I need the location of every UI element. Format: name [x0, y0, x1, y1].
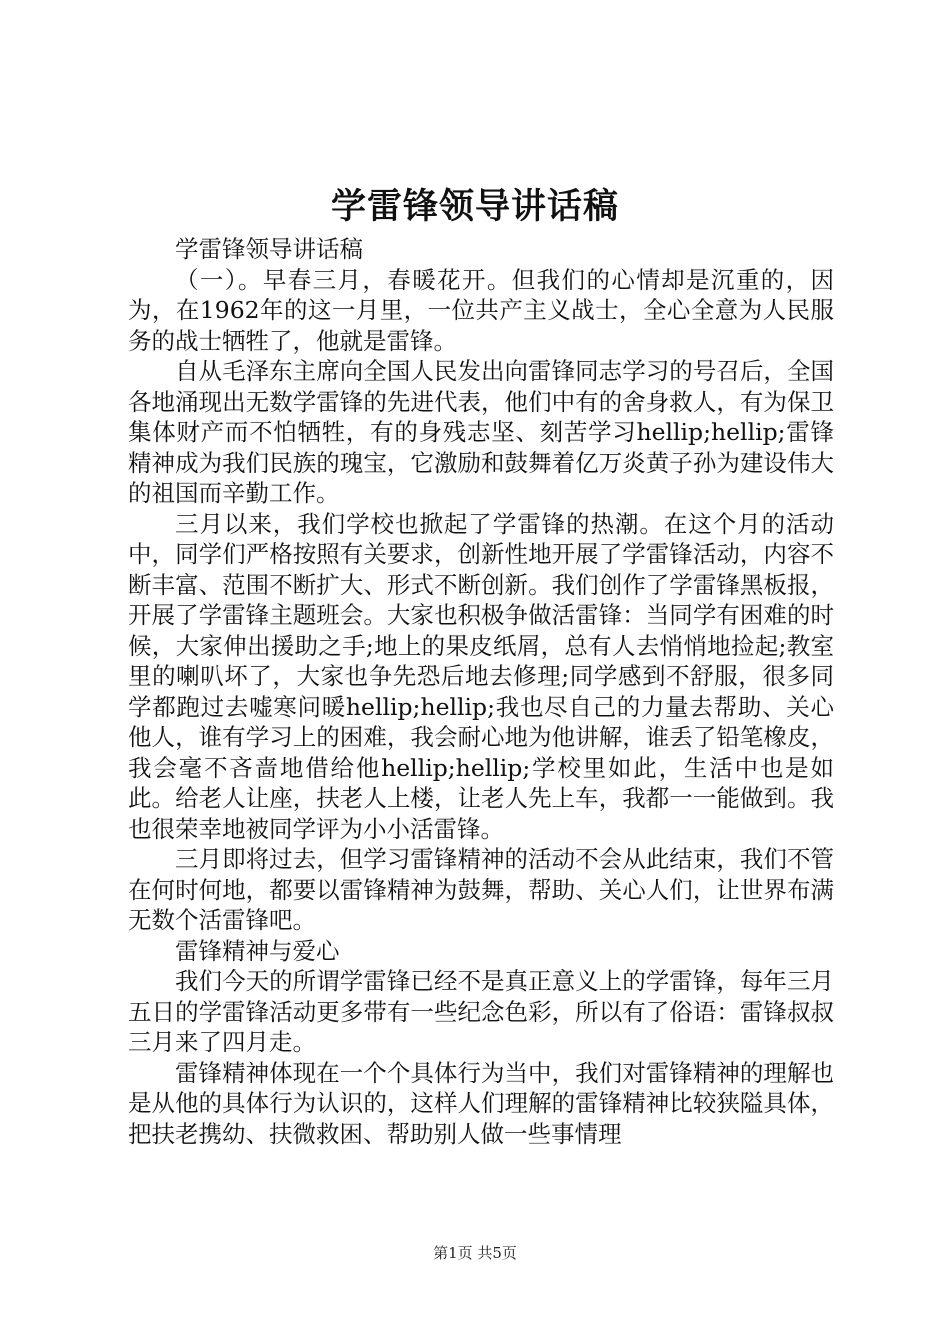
- document-body: [128, 234, 834, 1149]
- page-footer: 第1页 共5页: [433, 1244, 517, 1262]
- paragraph: （一）。早春三月，春暖花开。但我们的心情却是沉重的，因为，在1962年的这一月里，一位共产主义战士，全心全意为人民服务的战士牺牲了，他就是雷锋。: [128, 265, 834, 355]
- paragraph: 自从毛泽东主席向全国人民发出向雷锋同志学习的号召后，全国各地涌现出无数学雷锋的先进代表，他们中有的舍身救人，有为保卫集体财产而不怕牺牲，有的身残志坚、刻苦学习hellip;hellip;雷锋精神成为我们民族的瑰宝，它激励和鼓舞着亿万炎黄子孙为建设伟大的祖国而辛勤工作。: [128, 357, 834, 507]
- section-heading: 雷锋精神与爱心: [175, 936, 340, 965]
- paragraph: 三月即将过去，但学习雷锋精神的活动不会从此结束，我们不管在何时何地，都要以雷锋精神为鼓舞，帮助、关心人们，让世界布满无数个活雷锋吧。: [128, 845, 834, 934]
- paragraph: 我们今天的所谓学雷锋已经不是真正意义上的学雷锋，每年三月五日的学雷锋活动更多带有一些纪念色彩，所以有了俗语：雷锋叔叔三月来了四月走。: [128, 967, 834, 1056]
- paragraph-subtitle: 学雷锋领导讲话稿: [175, 235, 363, 263]
- paragraph: 三月以来，我们学校也掀起了学雷锋的热潮。在这个月的活动中，同学们严格按照有关要求，创新性地开展了学雷锋活动，内容不断丰富、范围不断扩大、形式不断创新。我们创作了学雷锋黑板报，开展了学雷锋主题班会。大家也积极争做活雷锋：当同学有困难的时候，大家伸出援助之手;地上的果皮纸屑，总有人去悄悄地捡起;教室里的喇叭坏了，大家也争先恐后地去修理;同学感到不舒服，很多同学都跑过去嘘寒问暖hellip;hellip;我也尽自己的力量去帮助、关心他人，谁有学习上的困难，我会耐心地为他讲解，谁丢了铅笔橡皮，我会毫不吝啬地借给他hellip;hellip;学校里如此，生活中也是如此。给老人让座，扶老人上楼，让老人先上车，我都一一能做到。我也很荣幸地被同学评为小小活雷锋。: [128, 509, 834, 843]
- document-title: 学雷锋领导讲话稿: [330, 186, 619, 227]
- paragraph: 雷锋精神体现在一个个具体行为当中，我们对雷锋精神的理解也是从他的具体行为认识的，这样人们理解的雷锋精神比较狭隘具体，把扶老携幼、扶微救困、帮助别人做一些事情理: [128, 1058, 834, 1148]
